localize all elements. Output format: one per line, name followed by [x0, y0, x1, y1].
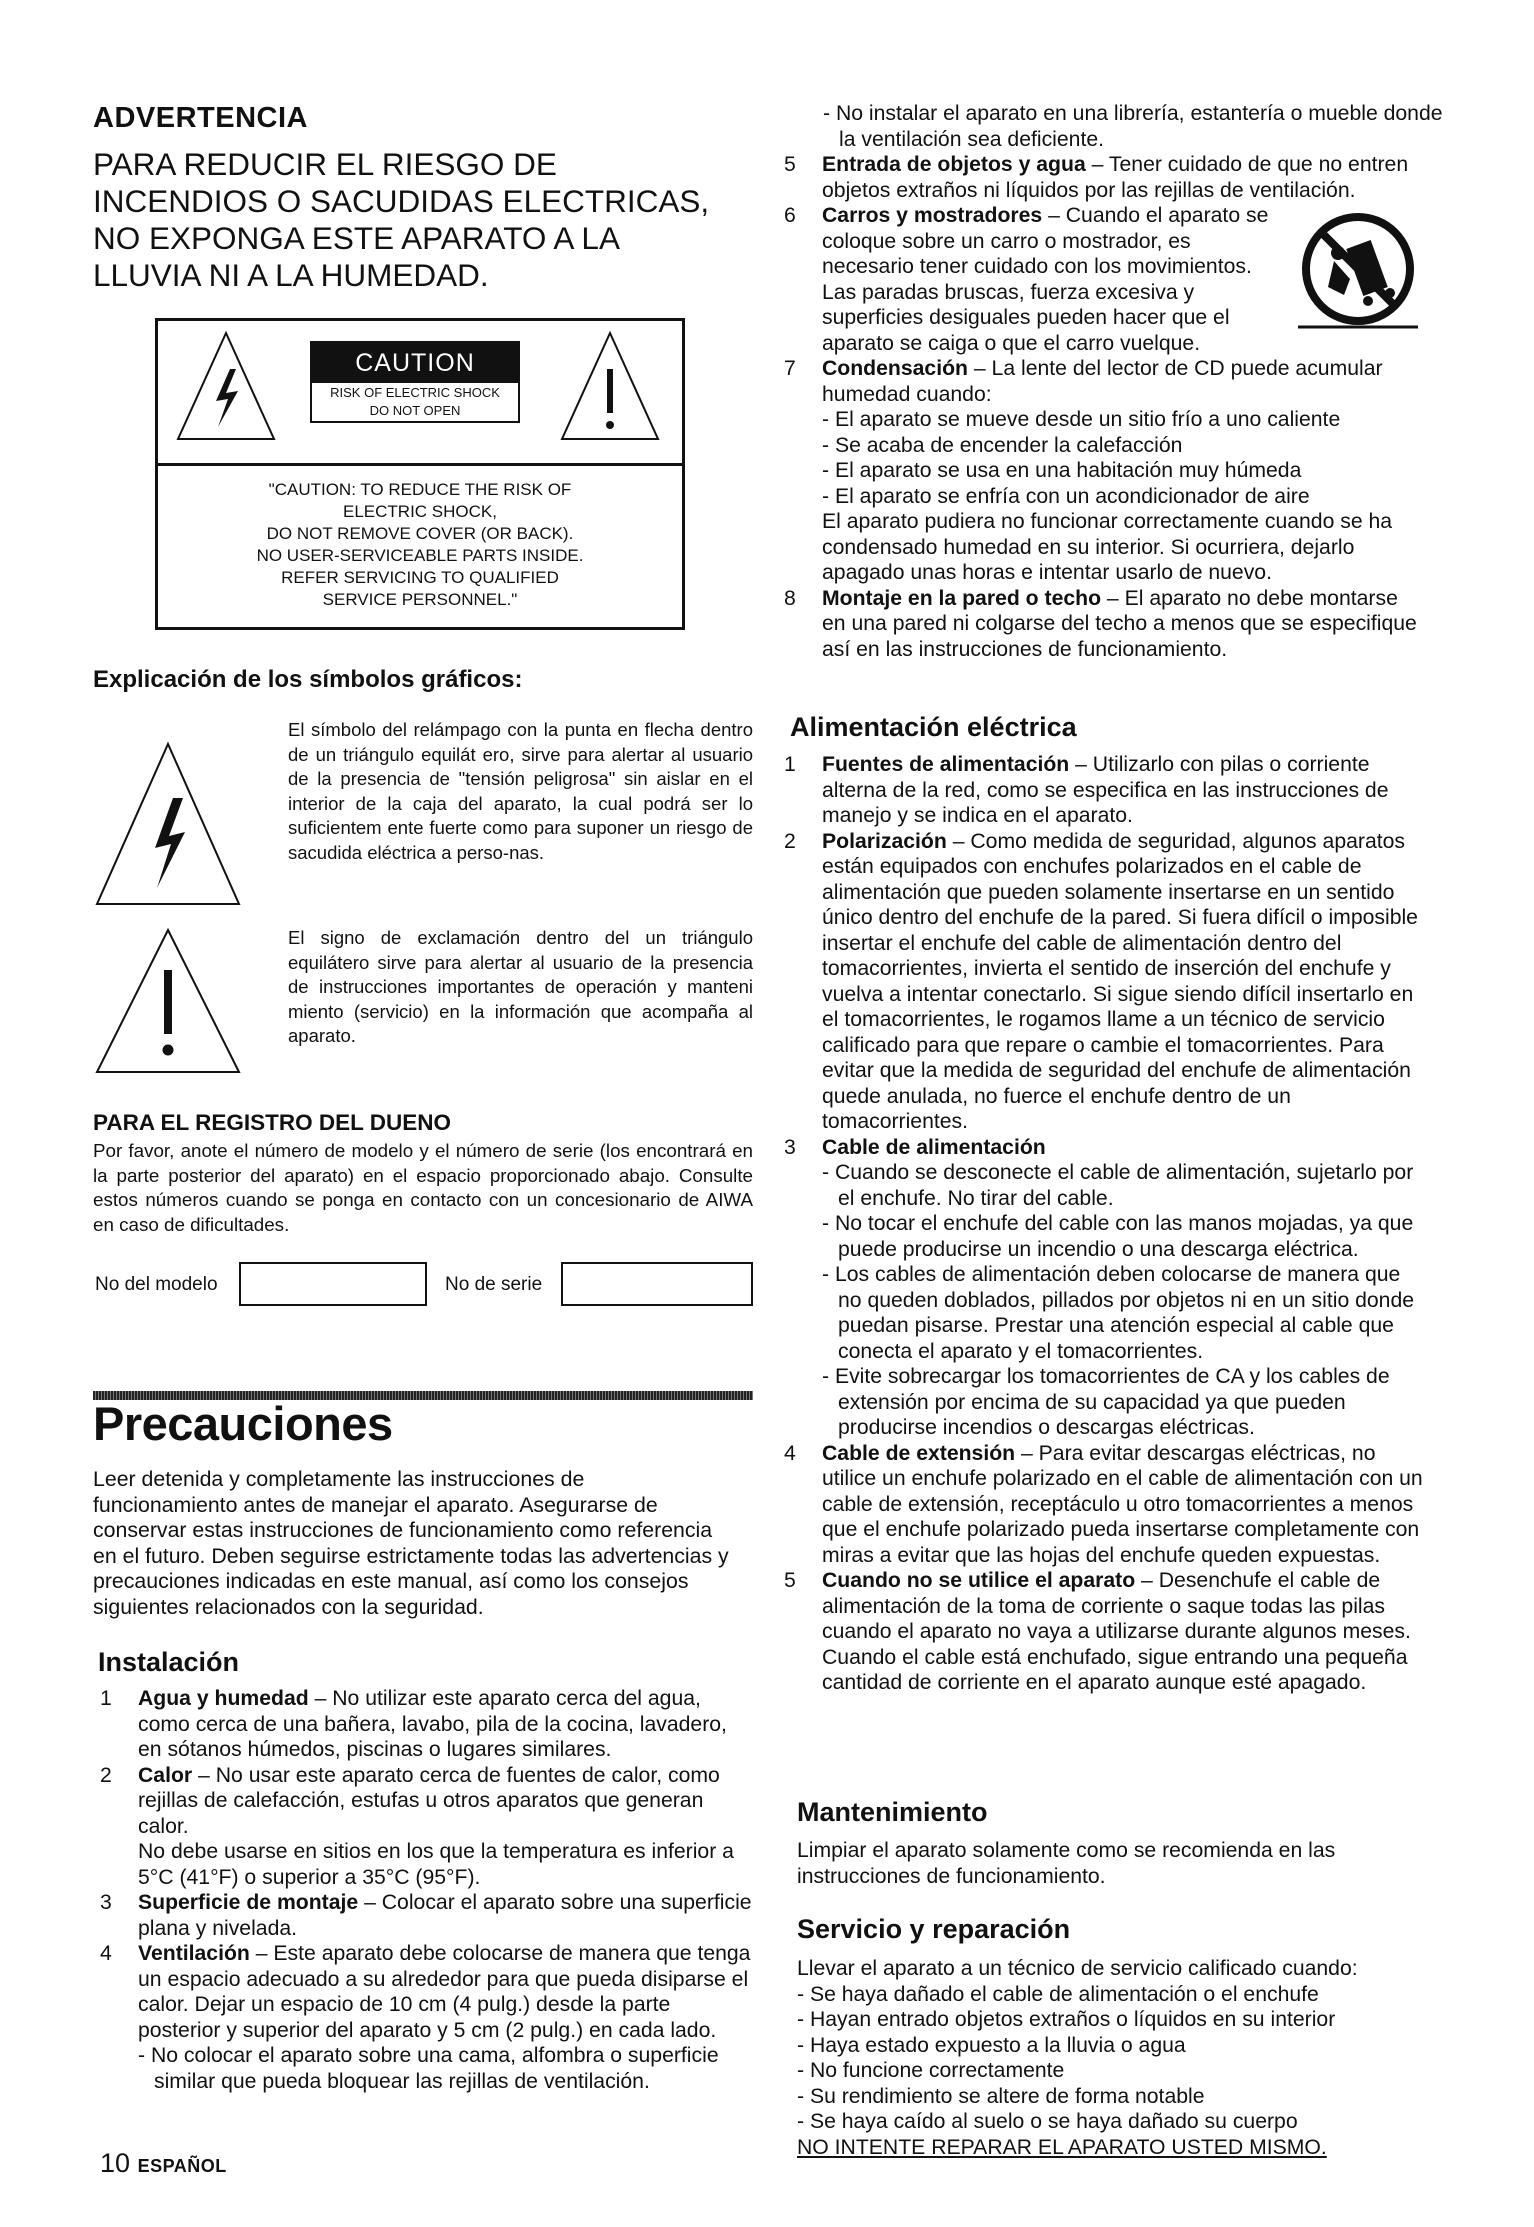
item-number: 6 — [784, 204, 796, 227]
right-top-dash: - No instalar el aparato en una librería, estantería o mueble donde la ventilación sea deficiente. — [823, 102, 1443, 151]
cart-tip-over-icon — [1298, 213, 1418, 331]
symbols-heading: Explicación de los símbolos gráficos: — [93, 666, 523, 693]
item-title: Polarización — [822, 829, 947, 853]
list-item — [784, 1441, 1424, 1569]
servicio-dash: - Su rendimiento se altere de forma notable — [797, 2084, 1205, 2108]
servicio-dash: - Se haya caído al suelo o se haya dañado su cuerpo — [797, 2110, 1298, 2133]
registro-body: Por favor, anote el número de modelo y el número de serie (los encontrará en la parte posterior del aparato) en el espacio proporcionado abajo. Consulte estos números cuando se ponga en contacto con un concesionario de AIWA en caso de dificultades. — [93, 1140, 753, 1235]
item-text: – Como medida de seguridad, algunos aparatos están equipados con enchufes polarizados en el cable de alimentación que pueden solamente insertarse en un sentido único dentro del enchufe de la pared. Si fuera difícil o imposible insertar el enchufe del cable de alimentación dentro del tomacorrientes, invierta el sentido de inserción del enchufe y vuelva a intentar conectarlo. Si sigue siendo difícil insertarlo en el tomacorrientes, le rogamos llame a un técnico de servicio calificado para que repare o cambie el tomacorrientes. Para evitar que la medida de seguridad del enchufe de alimentación quede anulada, no fuerce el enchufe dentro de un tomacorrientes. — [822, 829, 1418, 1133]
list-item — [784, 1135, 1424, 1441]
instalacion-heading: Instalación — [98, 1647, 240, 1677]
caution-line: DO NOT REMOVE COVER (OR BACK). — [266, 524, 574, 543]
precauciones-heading: Precauciones — [93, 1397, 393, 1450]
list-item — [784, 1568, 1424, 1696]
item-number: 3 — [100, 1891, 112, 1914]
list-item — [784, 586, 1424, 663]
item-text: – Tener cuidado de que no entren objetos extraños ni líquidos por las rejillas de ventilación. — [822, 153, 1409, 202]
model-number-field[interactable] — [239, 1262, 427, 1306]
servicio-final: NO INTENTE REPARAR EL APARATO USTED MISMO. — [797, 2135, 1327, 2159]
item-text: – El aparato no debe montarse en una pared ni colgarse del techo a menos que se especifique así en las instrucciones de funcionamiento. — [822, 586, 1417, 661]
item-number: 3 — [784, 1135, 796, 1159]
caution-text — [158, 479, 682, 611]
servicio-heading: Servicio y reparación — [797, 1914, 1071, 1944]
item-text: – Utilizarlo con pilas o corriente alterna de la red, como se especifica en las instrucciones de manejo y se indica en el aparato. — [822, 753, 1389, 827]
item-title: Condensación — [822, 357, 968, 380]
item-text: – Cuando el aparato se coloque sobre un carro o mostrador, es necesario tener cuidado con los movimientos. Las paradas bruscas, fuerza excesiva y superficies desiguales pueden hacer que el aparato se caiga o que el carro vuelque. — [822, 204, 1269, 355]
item-dash: - Cuando se desconecte el cable de alimentación, sujetarlo por el enchufe. No tirar del cable. — [822, 1161, 1414, 1210]
item-number: 5 — [784, 153, 796, 176]
list-item — [100, 1941, 755, 2094]
caution-sub-1: RISK OF ELECTRIC SHOCK — [330, 385, 500, 400]
item-title: Superficie de montaje — [138, 1891, 359, 1914]
item-text: – Desenchufe el cable de alimentación de la toma de corriente o saque todas las pilas cuando el aparato no vaya a utilizarse durante algunos meses. Cuando el cable está enchufado, sigue entrando una pequeña cantidad de corriente en el aparato aunque esté apagado. — [822, 1569, 1411, 1694]
item-text: – La lente del lector de CD puede acumular humedad cuando: — [822, 357, 1383, 406]
item-title: Ventilación — [138, 1942, 250, 1965]
serial-number-field[interactable] — [561, 1262, 753, 1306]
warning-line: INCENDIOS O SACUDIDAS ELECTRICAS, — [93, 183, 710, 219]
instalacion-list — [100, 1686, 755, 2094]
warning-title: ADVERTENCIA — [93, 102, 308, 134]
item-text: – Para evitar descargas eléctricas, no utilice un enchufe polarizado en el cable de alimentación con un cable de extensión, receptáculo u otro tomacorrientes a menos que el enchufe polarizado pueda insertarse completamente con miras a evitar que las hojas del enchufe queden expuestas. — [822, 1441, 1423, 1567]
item-text: – No usar este aparato cerca de fuentes de calor, como rejillas de calefacción, estufas u otros aparatos que generan calor. — [138, 1763, 720, 1838]
exclamation-explanation: El signo de exclamación dentro del un triángulo equilátero sirve para alertar al usuario de la presencia de instrucciones importantes de operación y manteni miento (servicio) en la información que acompaña al aparato. — [288, 927, 753, 1046]
item-dash: - Evite sobrecargar los tomacorrientes de CA y los cables de extensión por encima de su capacidad ya que pueden producirse incendios o descargas eléctricas. — [822, 1365, 1390, 1439]
item-number: 5 — [784, 1569, 796, 1592]
item-title: Cable de extensión — [822, 1441, 1016, 1465]
item-number: 1 — [100, 1687, 112, 1710]
exclamation-warning-icon — [558, 329, 662, 445]
warning-line: NO EXPONGA ESTE APARATO A LA — [93, 220, 620, 256]
list-item — [784, 356, 1424, 586]
exclamation-symbol-row — [93, 926, 753, 1076]
item-text: – No utilizar este aparato cerca del agua, como cerca de una bañera, lavabo, pila de la cocina, lavadero, en sótanos húmedos, piscinas o lugares similares. — [138, 1687, 727, 1761]
servicio-dash: - Hayan entrado objetos extraños o líquidos en su interior — [797, 2008, 1336, 2031]
lightning-warning-icon — [93, 740, 243, 910]
caution-line: ELECTRIC SHOCK, — [343, 502, 497, 521]
item-number: 2 — [100, 1763, 112, 1787]
right-top-list — [784, 152, 1424, 662]
item-title: Fuentes de alimentación — [822, 753, 1070, 776]
list-item — [100, 1686, 755, 1763]
item-dash: - El aparato se mueve desde un sitio frío a uno caliente — [822, 408, 1341, 431]
warning-line: PARA REDUCIR EL RIESGO DE — [93, 146, 557, 182]
registro-fields — [93, 1262, 753, 1308]
precauciones-intro: Leer detenida y completamente las instrucciones de funcionamiento antes de manejar el aparato. Asegurarse de conservar estas instrucciones de funcionamiento como referencia en el futuro. Deben seguirse estrictamente todas las advertencias y precauciones indicadas en este manual, así como los consejos siguientes relacionados con la seguridad. — [93, 1467, 729, 1619]
caution-line: REFER SERVICING TO QUALIFIED — [281, 568, 559, 587]
item-after: El aparato pudiera no funcionar correctamente cuando se ha condensado humedad en su interior. Si ocurriera, dejarlo apagado unas horas e intentar usarlo de nuevo. — [822, 510, 1393, 584]
item-title: Carros y mostradores — [822, 204, 1043, 227]
page-number: 10 — [100, 2148, 131, 2178]
item-title: Entrada de objetos y agua — [822, 153, 1086, 176]
servicio-dash: - No funcione correctamente — [797, 2059, 1065, 2082]
warning-line: LLUVIA NI A LA HUMEDAD. — [93, 257, 489, 293]
mantenimiento-heading: Mantenimiento — [797, 1797, 988, 1827]
caution-sub-2: DO NOT OPEN — [369, 403, 461, 418]
item-text: – Colocar el aparato sobre una superficie plana y nivelada. — [138, 1891, 752, 1940]
page-footer — [100, 2148, 227, 2179]
item-number: 8 — [784, 586, 796, 610]
item-dash: - El aparato se usa en una habitación muy húmeda — [822, 459, 1302, 482]
footer-language: ESPAÑOL — [137, 2156, 227, 2176]
item-dash: - No colocar el aparato sobre una cama, alfombra o superficie similar que pueda bloquear las rejillas de ventilación. — [138, 2044, 719, 2093]
caution-label — [310, 341, 520, 423]
item-number: 4 — [784, 1441, 796, 1465]
item-number: 2 — [784, 829, 796, 853]
servicio-list — [797, 1956, 1427, 2160]
list-item — [784, 829, 1424, 1135]
item-title: Cable de alimentación — [822, 1135, 1046, 1159]
list-item — [784, 203, 1424, 356]
mantenimiento-body: Limpiar el aparato solamente como se recomienda en las instrucciones de funcionamiento. — [797, 1839, 1336, 1888]
item-title: Calor — [138, 1763, 193, 1787]
item-dash: - No tocar el enchufe del cable con las manos mojadas, ya que puede producirse un incendio o una descarga eléctrica. — [822, 1212, 1414, 1261]
lightning-warning-icon — [174, 329, 278, 445]
item-title: Cuando no se utilice el aparato — [822, 1569, 1136, 1592]
serial-label: No de serie — [445, 1274, 543, 1295]
item-title: Montaje en la pared o techo — [822, 586, 1102, 610]
alimentacion-heading: Alimentación eléctrica — [790, 712, 1077, 742]
item-extra: No debe usarse en sitios en los que la temperatura es inferior a 5°C (41°F) o superior a 35°C (95°F). — [138, 1840, 734, 1889]
item-number: 4 — [100, 1942, 112, 1965]
warning-body — [93, 146, 753, 294]
registro-heading: PARA EL REGISTRO DEL DUENO — [93, 1110, 451, 1135]
item-dash: - Los cables de alimentación deben colocarse de manera que no queden doblados, pillados por objetos ni en un sitio donde puedan pisarse. Prestar una atención especial al cable que conecta el aparato y el tomacorrientes. — [822, 1263, 1415, 1363]
servicio-dash: - Haya estado expuesto a la lluvia o agua — [797, 2033, 1186, 2057]
list-item — [784, 152, 1424, 203]
caution-line: NO USER-SERVICEABLE PARTS INSIDE. — [256, 546, 584, 565]
item-dash: - El aparato se enfría con un acondicionador de aire — [822, 484, 1310, 508]
list-item — [784, 752, 1424, 829]
caution-line: "CAUTION: TO REDUCE THE RISK OF — [268, 480, 572, 499]
caution-title: CAUTION — [312, 343, 518, 383]
item-number: 7 — [784, 357, 796, 380]
lightning-explanation: El símbolo del relámpago con la punta en flecha dentro de un triángulo equilát ero, sirve para alertar al usuario de la presencia de "tensión peligrosa" sin aislar en el interior de la caja del aparato, la cual podrá ser lo suficientem ente fuerte como para suponer un riesgo de sacudida eléctrica a perso-nas. — [288, 719, 753, 863]
item-number: 1 — [784, 753, 796, 776]
caution-line: SERVICE PERSONNEL." — [322, 590, 518, 609]
item-title: Agua y humedad — [138, 1687, 309, 1710]
lightning-symbol-row — [93, 716, 753, 916]
model-label: No del modelo — [95, 1274, 218, 1295]
list-item — [100, 1763, 755, 1891]
exclamation-warning-icon — [93, 926, 243, 1076]
item-text: – Este aparato debe colocarse de manera que tenga un espacio adecuado a su alrededor para que pueda disiparse el calor. Dejar un espacio de 10 cm (4 pulg.) desde la parte posterior y superior del aparato y 5 cm (2 pulg.) en cada lado. — [138, 1942, 751, 2042]
caution-box — [155, 318, 685, 630]
servicio-dash: - Se haya dañado el cable de alimentación o el enchufe — [797, 1982, 1319, 2006]
alimentacion-list — [784, 752, 1424, 1696]
item-dash: - Se acaba de encender la calefacción — [822, 433, 1183, 457]
caution-label-area — [158, 321, 682, 466]
list-item — [100, 1890, 755, 1941]
servicio-intro: Llevar el aparato a un técnico de servicio calificado cuando: — [797, 1957, 1358, 1980]
